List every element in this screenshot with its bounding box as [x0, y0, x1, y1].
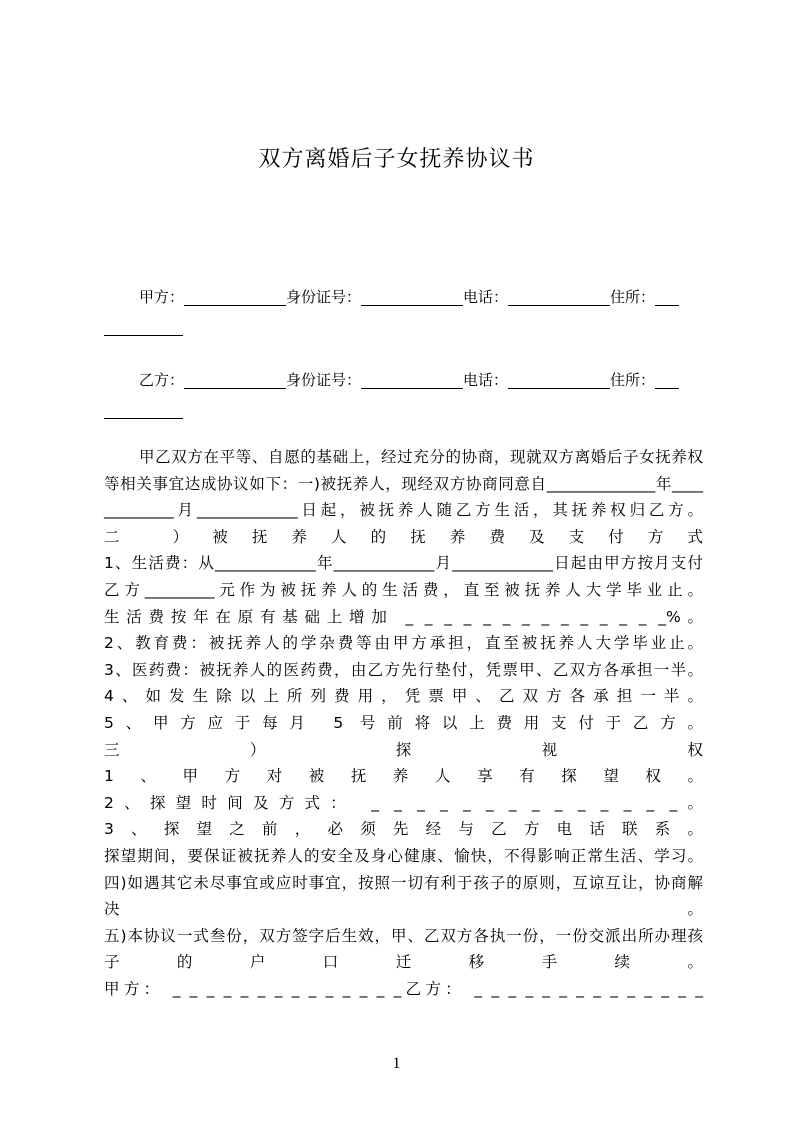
- body-line: 三 ） 探 视 权: [104, 740, 703, 759]
- body-line: 5、甲方应于每月 5 号前将以上费用支付于乙方。: [104, 713, 703, 732]
- party-a-phone-blank[interactable]: [508, 287, 610, 306]
- body-line: 甲乙双方在平等、自愿的基础上，经过充分的协商，现就双方离婚后子女抚养权: [139, 448, 703, 466]
- party-a-info: [104, 282, 703, 342]
- body-line: 决 。: [104, 900, 703, 919]
- body-line: 子的户口迁移手续。: [104, 953, 703, 972]
- body-line: 五)本协议一式叁份，双方签字后生效，甲、乙双方各执一份，一份交派出所办理孩: [104, 926, 703, 945]
- party-a-address-blank-cont[interactable]: [104, 317, 183, 336]
- body-line: 四)如遇其它未尽事宜或应时事宜，按照一切有利于孩子的原则，互谅互让，协商解: [104, 873, 703, 892]
- page-number: 1: [392, 1055, 401, 1072]
- body-line: 甲方： _ _ _ _ _ _ _ _ _ _ _ _ _ _乙方： _ _ _ _ _ _ _ _ _ _ _ _ _ _: [104, 979, 703, 998]
- party-a-address-label: 住所：: [610, 288, 656, 306]
- body-line: 二 ）被抚养人的抚养费及支付方式: [104, 527, 703, 546]
- body-line: 2、探望时间及方式： _ _ _ _ _ _ _ _ _ _ _ _ _ _。: [104, 793, 703, 812]
- party-a-name-blank[interactable]: [184, 287, 286, 306]
- party-b-id-label: 身份证号：: [286, 371, 362, 389]
- body-line: 1、生活费：从_____________年_____________月_____________日起由甲方按月支付: [104, 554, 703, 573]
- party-b-phone-blank[interactable]: [508, 370, 610, 389]
- party-a-phone-label: 电话：: [463, 288, 509, 306]
- body-line: 3、探望之前，必须先经与乙方电话联系。: [104, 820, 703, 839]
- agreement-body: [104, 444, 703, 1002]
- body-line: 1、甲方对被抚养人享有探望权。: [104, 767, 703, 786]
- party-b-phone-label: 电话：: [463, 371, 509, 389]
- party-a-address-blank[interactable]: [655, 287, 679, 306]
- party-b-name-blank[interactable]: [184, 370, 286, 389]
- party-b-address-blank-cont[interactable]: [104, 400, 183, 419]
- body-line: 等相关事宜达成协议如下：一)被抚养人，现经双方协商同意自______________年____: [104, 474, 703, 493]
- party-b-info: [104, 365, 703, 425]
- party-b-label: 乙方：: [139, 371, 185, 389]
- body-line: 3、医药费：被抚养人的医药费，由乙方先行垫付，凭票甲、乙双方各承担一半。: [104, 660, 703, 679]
- party-a-id-blank[interactable]: [361, 287, 463, 306]
- body-line: _________月_____________日起，被抚养人随乙方生活，其抚养权归乙方。: [104, 501, 703, 520]
- party-b-id-blank[interactable]: [361, 370, 463, 389]
- body-line: 生活费按年在原有基础上增加 _ _ _ _ _ _ _ _ _ _ _ _ _ _%。: [104, 607, 703, 626]
- body-line: 乙方_________元作为被抚养人的生活费，直至被抚养人大学毕业止。: [104, 580, 703, 599]
- party-b-address-blank[interactable]: [655, 370, 679, 389]
- party-a-id-label: 身份证号：: [286, 288, 362, 306]
- body-line: 探望期间，要保证被抚养人的安全及身心健康、愉快，不得影响正常生活、学习。: [104, 846, 703, 865]
- body-line: 2、教育费：被抚养人的学杂费等由甲方承担，直至被抚养人大学毕业止。: [104, 634, 703, 653]
- party-a-label: 甲方：: [139, 288, 185, 306]
- body-line: 4、如发生除以上所列费用，凭票甲、乙双方各承担一半。: [104, 687, 703, 706]
- party-b-address-label: 住所：: [610, 371, 656, 389]
- document-title: 双方离婚后子女抚养协议书: [258, 147, 535, 172]
